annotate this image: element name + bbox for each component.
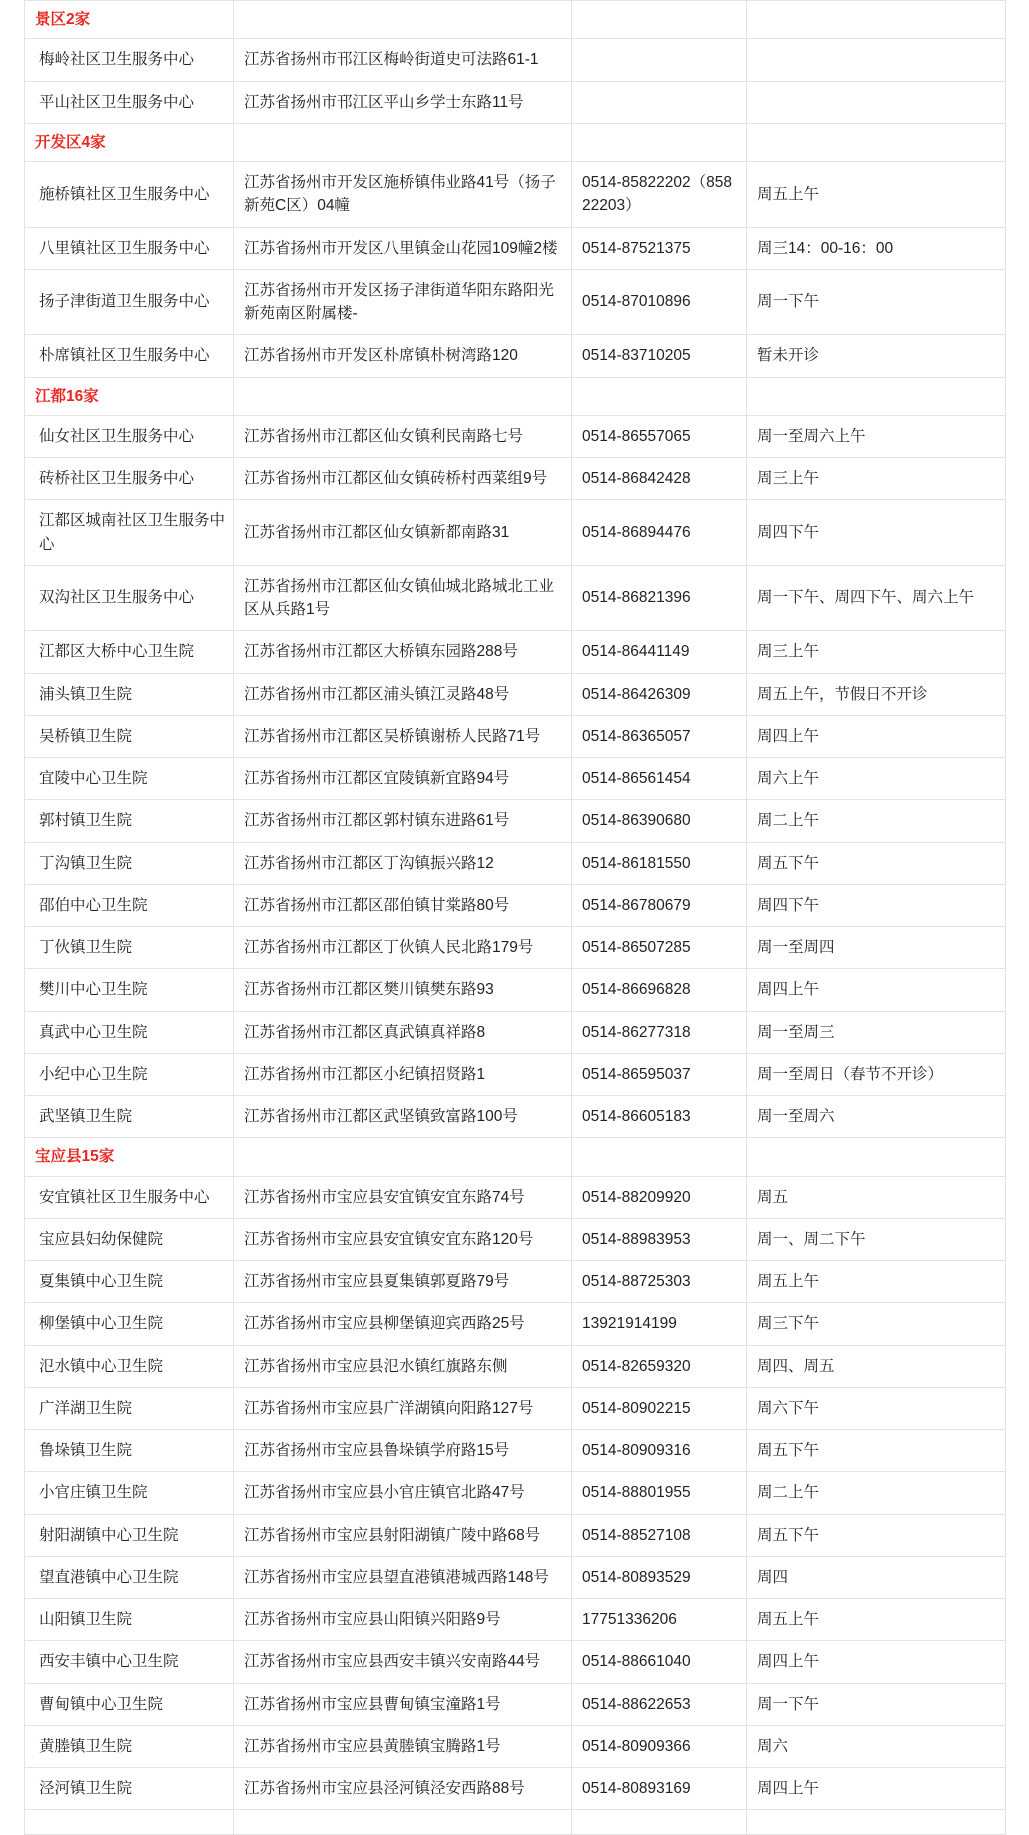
cell-addr: 江苏省扬州市宝应县安宜镇安宜东路120号 bbox=[234, 1218, 572, 1260]
table-row bbox=[25, 800, 1006, 842]
cell-addr: 江苏省扬州市江都区小纪镇招贤路1 bbox=[234, 1053, 572, 1095]
cell-time: 周一至周日（春节不开诊） bbox=[747, 1053, 1006, 1095]
table-row-partial bbox=[25, 1810, 1006, 1834]
group-header-label: 开发区4家 bbox=[25, 123, 234, 161]
cell-name: 施桥镇社区卫生服务中心 bbox=[25, 162, 234, 228]
cell-name: 江都区大桥中心卫生院 bbox=[25, 631, 234, 673]
cell-time: 周四上午 bbox=[747, 715, 1006, 757]
cell-name: 柳堡镇中心卫生院 bbox=[25, 1303, 234, 1345]
cell-name: 真武中心卫生院 bbox=[25, 1011, 234, 1053]
cell-name: 氾水镇中心卫生院 bbox=[25, 1345, 234, 1387]
cell-time: 周一至周四 bbox=[747, 927, 1006, 969]
cell-phone: 0514-86365057 bbox=[572, 715, 747, 757]
table-row bbox=[25, 81, 1006, 123]
cell-name: 鲁垛镇卫生院 bbox=[25, 1430, 234, 1472]
cell-phone: 0514-86277318 bbox=[572, 1011, 747, 1053]
table-row bbox=[25, 565, 1006, 631]
cell-addr: 江苏省扬州市开发区施桥镇伟业路41号（扬子新苑C区）04幢 bbox=[234, 162, 572, 228]
cell-name: 小官庄镇卫生院 bbox=[25, 1472, 234, 1514]
table-row bbox=[25, 1514, 1006, 1556]
cell-name: 小纪中心卫生院 bbox=[25, 1053, 234, 1095]
cell-phone: 0514-86181550 bbox=[572, 842, 747, 884]
table-row bbox=[25, 1556, 1006, 1598]
cell-name: 射阳湖镇中心卫生院 bbox=[25, 1514, 234, 1556]
cell-name: 泾河镇卫生院 bbox=[25, 1768, 234, 1810]
cell-addr: 江苏省扬州市江都区仙女镇仙城北路城北工业区从兵路1号 bbox=[234, 565, 572, 631]
table-row bbox=[25, 162, 1006, 228]
group-header-row bbox=[25, 123, 1006, 161]
table-row bbox=[25, 1011, 1006, 1053]
cell-addr: 江苏省扬州市宝应县广洋湖镇向阳路127号 bbox=[234, 1387, 572, 1429]
group-header-label: 江都16家 bbox=[25, 377, 234, 415]
cell-time: 周五 bbox=[747, 1176, 1006, 1218]
cell-time: 周二上午 bbox=[747, 800, 1006, 842]
cell-phone bbox=[572, 39, 747, 81]
cell-name: 武坚镇卫生院 bbox=[25, 1096, 234, 1138]
cell-addr: 江苏省扬州市江都区樊川镇樊东路93 bbox=[234, 969, 572, 1011]
cell-phone bbox=[572, 81, 747, 123]
cell-phone: 0514-80893529 bbox=[572, 1556, 747, 1598]
table-row bbox=[25, 842, 1006, 884]
cell-addr: 江苏省扬州市宝应县小官庄镇官北路47号 bbox=[234, 1472, 572, 1514]
cell-addr: 江苏省扬州市江都区仙女镇新都南路31 bbox=[234, 500, 572, 566]
cell-time bbox=[747, 81, 1006, 123]
cell-phone: 0514-87010896 bbox=[572, 269, 747, 335]
table-row bbox=[25, 969, 1006, 1011]
cell-phone: 0514-86441149 bbox=[572, 631, 747, 673]
cell-time: 周三下午 bbox=[747, 1303, 1006, 1345]
cell-phone: 0514-80909366 bbox=[572, 1725, 747, 1767]
cell-time: 周五下午 bbox=[747, 1430, 1006, 1472]
cell-addr: 江苏省扬州市宝应县鲁垛镇学府路15号 bbox=[234, 1430, 572, 1472]
cell-name: 朴席镇社区卫生服务中心 bbox=[25, 335, 234, 377]
cell-addr: 江苏省扬州市宝应县曹甸镇宝潼路1号 bbox=[234, 1683, 572, 1725]
cell-partial bbox=[747, 1810, 1006, 1834]
cell-phone: 0514-80902215 bbox=[572, 1387, 747, 1429]
cell-name: 八里镇社区卫生服务中心 bbox=[25, 227, 234, 269]
cell-phone: 0514-88209920 bbox=[572, 1176, 747, 1218]
table-row bbox=[25, 1345, 1006, 1387]
cell-addr: 江苏省扬州市江都区邵伯镇甘棠路80号 bbox=[234, 884, 572, 926]
cell-name: 夏集镇中心卫生院 bbox=[25, 1261, 234, 1303]
cell-name: 丁伙镇卫生院 bbox=[25, 927, 234, 969]
table-row bbox=[25, 673, 1006, 715]
cell-addr: 江苏省扬州市宝应县泾河镇泾安西路88号 bbox=[234, 1768, 572, 1810]
cell-time: 周三上午 bbox=[747, 458, 1006, 500]
cell-addr: 江苏省扬州市江都区真武镇真祥路8 bbox=[234, 1011, 572, 1053]
cell-addr: 江苏省扬州市江都区浦头镇江灵路48号 bbox=[234, 673, 572, 715]
cell-addr: 江苏省扬州市江都区丁伙镇人民北路179号 bbox=[234, 927, 572, 969]
table-row bbox=[25, 1683, 1006, 1725]
cell-partial bbox=[572, 1810, 747, 1834]
cell-phone: 0514-88725303 bbox=[572, 1261, 747, 1303]
group-header-blank-cell bbox=[747, 1138, 1006, 1176]
cell-phone: 0514-88661040 bbox=[572, 1641, 747, 1683]
cell-phone: 0514-86507285 bbox=[572, 927, 747, 969]
cell-phone: 0514-86696828 bbox=[572, 969, 747, 1011]
cell-time bbox=[747, 39, 1006, 81]
cell-time: 暂未开诊 bbox=[747, 335, 1006, 377]
table-row bbox=[25, 1430, 1006, 1472]
cell-name: 望直港镇中心卫生院 bbox=[25, 1556, 234, 1598]
table-row bbox=[25, 1768, 1006, 1810]
cell-addr: 江苏省扬州市江都区吴桥镇谢桥人民路71号 bbox=[234, 715, 572, 757]
cell-time: 周一下午 bbox=[747, 1683, 1006, 1725]
cell-name: 砖桥社区卫生服务中心 bbox=[25, 458, 234, 500]
cell-phone: 0514-86821396 bbox=[572, 565, 747, 631]
cell-addr: 江苏省扬州市宝应县夏集镇郭夏路79号 bbox=[234, 1261, 572, 1303]
group-header-blank-cell bbox=[747, 123, 1006, 161]
cell-time: 周一下午 bbox=[747, 269, 1006, 335]
cell-phone: 0514-86605183 bbox=[572, 1096, 747, 1138]
cell-time: 周一至周六上午 bbox=[747, 415, 1006, 457]
cell-name: 宜陵中心卫生院 bbox=[25, 758, 234, 800]
table-row bbox=[25, 1218, 1006, 1260]
cell-addr: 江苏省扬州市宝应县黄塍镇宝腾路1号 bbox=[234, 1725, 572, 1767]
cell-name: 安宜镇社区卫生服务中心 bbox=[25, 1176, 234, 1218]
cell-name: 樊川中心卫生院 bbox=[25, 969, 234, 1011]
group-header-label: 宝应县15家 bbox=[25, 1138, 234, 1176]
group-header-blank-cell bbox=[747, 1, 1006, 39]
cell-time: 周四上午 bbox=[747, 1768, 1006, 1810]
cell-name: 吴桥镇卫生院 bbox=[25, 715, 234, 757]
table-row bbox=[25, 1472, 1006, 1514]
cell-time: 周五上午，节假日不开诊 bbox=[747, 673, 1006, 715]
cell-phone: 0514-86595037 bbox=[572, 1053, 747, 1095]
cell-phone: 0514-88983953 bbox=[572, 1218, 747, 1260]
cell-time: 周四 bbox=[747, 1556, 1006, 1598]
table-row bbox=[25, 335, 1006, 377]
cell-time: 周五上午 bbox=[747, 1599, 1006, 1641]
cell-time: 周四、周五 bbox=[747, 1345, 1006, 1387]
cell-time: 周一至周三 bbox=[747, 1011, 1006, 1053]
cell-addr: 江苏省扬州市江都区丁沟镇振兴路12 bbox=[234, 842, 572, 884]
cell-name: 仙女社区卫生服务中心 bbox=[25, 415, 234, 457]
cell-name: 浦头镇卫生院 bbox=[25, 673, 234, 715]
cell-phone: 0514-82659320 bbox=[572, 1345, 747, 1387]
cell-phone: 0514-86390680 bbox=[572, 800, 747, 842]
cell-name: 扬子津街道卫生服务中心 bbox=[25, 269, 234, 335]
cell-phone: 0514-80909316 bbox=[572, 1430, 747, 1472]
cell-name: 双沟社区卫生服务中心 bbox=[25, 565, 234, 631]
cell-time: 周五上午 bbox=[747, 162, 1006, 228]
group-header-blank-cell bbox=[234, 123, 572, 161]
table-body bbox=[25, 1, 1006, 1835]
cell-phone: 0514-87521375 bbox=[572, 227, 747, 269]
cell-name: 平山社区卫生服务中心 bbox=[25, 81, 234, 123]
cell-time: 周五下午 bbox=[747, 1514, 1006, 1556]
cell-addr: 江苏省扬州市江都区宜陵镇新宜路94号 bbox=[234, 758, 572, 800]
clinic-directory-table bbox=[24, 0, 1006, 1835]
cell-phone: 0514-85822202（85822203） bbox=[572, 162, 747, 228]
group-header-blank-cell bbox=[234, 1, 572, 39]
cell-phone: 0514-80893169 bbox=[572, 1768, 747, 1810]
cell-partial bbox=[25, 1810, 234, 1834]
cell-addr: 江苏省扬州市宝应县山阳镇兴阳路9号 bbox=[234, 1599, 572, 1641]
cell-time: 周一下午、周四下午、周六上午 bbox=[747, 565, 1006, 631]
cell-name: 宝应县妇幼保健院 bbox=[25, 1218, 234, 1260]
cell-name: 曹甸镇中心卫生院 bbox=[25, 1683, 234, 1725]
cell-addr: 江苏省扬州市宝应县西安丰镇兴安南路44号 bbox=[234, 1641, 572, 1683]
cell-time: 周四下午 bbox=[747, 500, 1006, 566]
cell-addr: 江苏省扬州市江都区仙女镇利民南路七号 bbox=[234, 415, 572, 457]
cell-time: 周六上午 bbox=[747, 758, 1006, 800]
cell-addr: 江苏省扬州市开发区扬子津街道华阳东路阳光新苑南区附属楼- bbox=[234, 269, 572, 335]
cell-name: 郭村镇卫生院 bbox=[25, 800, 234, 842]
cell-time: 周五上午 bbox=[747, 1261, 1006, 1303]
table-row bbox=[25, 269, 1006, 335]
table-row bbox=[25, 927, 1006, 969]
cell-addr: 江苏省扬州市开发区八里镇金山花园109幢2楼 bbox=[234, 227, 572, 269]
group-header-blank-cell bbox=[572, 377, 747, 415]
cell-phone: 13921914199 bbox=[572, 1303, 747, 1345]
cell-time: 周四下午 bbox=[747, 884, 1006, 926]
cell-time: 周二上午 bbox=[747, 1472, 1006, 1514]
cell-time: 周五下午 bbox=[747, 842, 1006, 884]
group-header-row bbox=[25, 1138, 1006, 1176]
table-row bbox=[25, 1303, 1006, 1345]
table-row bbox=[25, 1176, 1006, 1218]
cell-phone: 0514-88801955 bbox=[572, 1472, 747, 1514]
group-header-blank-cell bbox=[572, 123, 747, 161]
cell-addr: 江苏省扬州市宝应县柳堡镇迎宾西路25号 bbox=[234, 1303, 572, 1345]
cell-time: 周三上午 bbox=[747, 631, 1006, 673]
table-row bbox=[25, 1387, 1006, 1429]
group-header-blank-cell bbox=[572, 1, 747, 39]
table-row bbox=[25, 631, 1006, 673]
cell-name: 邵伯中心卫生院 bbox=[25, 884, 234, 926]
table-row bbox=[25, 1725, 1006, 1767]
cell-addr: 江苏省扬州市江都区武坚镇致富路100号 bbox=[234, 1096, 572, 1138]
table-row bbox=[25, 1261, 1006, 1303]
cell-time: 周六 bbox=[747, 1725, 1006, 1767]
table-row bbox=[25, 1096, 1006, 1138]
group-header-blank-cell bbox=[234, 1138, 572, 1176]
group-header-label: 景区2家 bbox=[25, 1, 234, 39]
cell-time: 周三14：00-16：00 bbox=[747, 227, 1006, 269]
table-row bbox=[25, 1599, 1006, 1641]
cell-time: 周一、周二下午 bbox=[747, 1218, 1006, 1260]
cell-addr: 江苏省扬州市宝应县安宜镇安宜东路74号 bbox=[234, 1176, 572, 1218]
cell-phone: 0514-86561454 bbox=[572, 758, 747, 800]
table-row bbox=[25, 458, 1006, 500]
cell-name: 梅岭社区卫生服务中心 bbox=[25, 39, 234, 81]
cell-phone: 0514-86842428 bbox=[572, 458, 747, 500]
table-row bbox=[25, 415, 1006, 457]
cell-addr: 江苏省扬州市江都区大桥镇东园路288号 bbox=[234, 631, 572, 673]
cell-phone: 0514-86780679 bbox=[572, 884, 747, 926]
table-row bbox=[25, 227, 1006, 269]
cell-addr: 江苏省扬州市邗江区梅岭街道史可法路61-1 bbox=[234, 39, 572, 81]
cell-addr: 江苏省扬州市宝应县氾水镇红旗路东侧 bbox=[234, 1345, 572, 1387]
cell-phone: 17751336206 bbox=[572, 1599, 747, 1641]
cell-partial bbox=[234, 1810, 572, 1834]
cell-addr: 江苏省扬州市邗江区平山乡学士东路11号 bbox=[234, 81, 572, 123]
cell-addr: 江苏省扬州市江都区郭村镇东进路61号 bbox=[234, 800, 572, 842]
cell-name: 广洋湖卫生院 bbox=[25, 1387, 234, 1429]
group-header-blank-cell bbox=[747, 377, 1006, 415]
cell-addr: 江苏省扬州市宝应县射阳湖镇广陵中路68号 bbox=[234, 1514, 572, 1556]
table-row bbox=[25, 1641, 1006, 1683]
group-header-blank-cell bbox=[572, 1138, 747, 1176]
cell-name: 丁沟镇卫生院 bbox=[25, 842, 234, 884]
table-row bbox=[25, 500, 1006, 566]
cell-phone: 0514-83710205 bbox=[572, 335, 747, 377]
cell-name: 黄塍镇卫生院 bbox=[25, 1725, 234, 1767]
table-row bbox=[25, 1053, 1006, 1095]
group-header-row bbox=[25, 1, 1006, 39]
cell-phone: 0514-86426309 bbox=[572, 673, 747, 715]
cell-addr: 江苏省扬州市开发区朴席镇朴树湾路120 bbox=[234, 335, 572, 377]
cell-name: 西安丰镇中心卫生院 bbox=[25, 1641, 234, 1683]
table-row bbox=[25, 758, 1006, 800]
cell-phone: 0514-88527108 bbox=[572, 1514, 747, 1556]
table-row bbox=[25, 715, 1006, 757]
cell-addr: 江苏省扬州市江都区仙女镇砖桥村西菜组9号 bbox=[234, 458, 572, 500]
table-row bbox=[25, 39, 1006, 81]
cell-addr: 江苏省扬州市宝应县望直港镇港城西路148号 bbox=[234, 1556, 572, 1598]
cell-time: 周四上午 bbox=[747, 1641, 1006, 1683]
group-header-blank-cell bbox=[234, 377, 572, 415]
cell-time: 周一至周六 bbox=[747, 1096, 1006, 1138]
cell-time: 周六下午 bbox=[747, 1387, 1006, 1429]
table-row bbox=[25, 884, 1006, 926]
group-header-row bbox=[25, 377, 1006, 415]
cell-phone: 0514-86894476 bbox=[572, 500, 747, 566]
cell-phone: 0514-88622653 bbox=[572, 1683, 747, 1725]
cell-time: 周四上午 bbox=[747, 969, 1006, 1011]
cell-name: 江都区城南社区卫生服务中心 bbox=[25, 500, 234, 566]
cell-phone: 0514-86557065 bbox=[572, 415, 747, 457]
cell-name: 山阳镇卫生院 bbox=[25, 1599, 234, 1641]
